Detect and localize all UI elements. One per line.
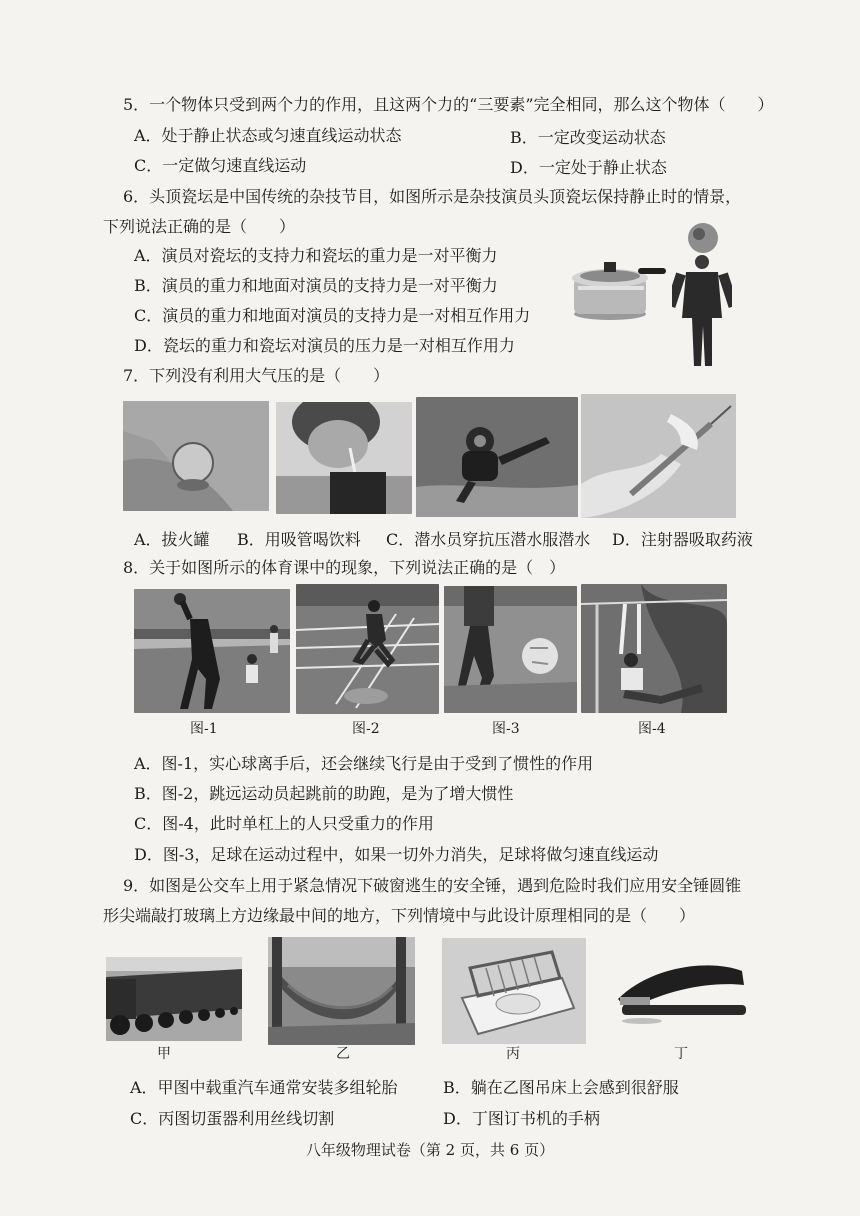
- stapler-image: [612, 955, 747, 1025]
- q9-caption-yi: 乙: [336, 1046, 350, 1062]
- heavy-truck-image: [106, 957, 242, 1041]
- q6-option-a: A．演员对瓷坛的支持力和瓷坛的重力是一对平衡力: [134, 246, 498, 265]
- q6-option-c: C．演员的重力和地面对演员的支持力是一对相互作用力: [134, 306, 531, 325]
- pressure-cooker-image: [568, 254, 668, 326]
- hammock-image: [268, 937, 415, 1045]
- q8-caption-4: 图-4: [638, 721, 666, 737]
- egg-slicer-image: [442, 938, 586, 1044]
- q9-option-c: C．丙图切蛋器利用丝线切割: [130, 1109, 335, 1128]
- q9-caption-ding: 丁: [674, 1046, 688, 1062]
- q9-option-a: A．甲图中载重汽车通常安装多组轮胎: [130, 1078, 398, 1097]
- q8-stem: 8．关于如图所示的体育课中的现象，下列说法正确的是（ ）: [123, 558, 566, 577]
- syringe-image: [581, 394, 736, 518]
- q5-option-d: D．一定处于静止状态: [510, 158, 667, 177]
- q7-stem: 7．下列没有利用大气压的是（ ）: [123, 366, 390, 385]
- soccer-image: [444, 586, 577, 713]
- cupping-image: [123, 401, 269, 511]
- q8-option-d: D．图-3，足球在运动过程中，如果一切外力消失，足球将做匀速直线运动: [134, 845, 659, 864]
- q7-option-d: D．注射器吸取药液: [612, 530, 753, 549]
- q7-option-c: C．潜水员穿抗压潜水服潜水: [386, 530, 591, 549]
- q8-caption-2: 图-2: [352, 721, 380, 737]
- q6-stem-line1: 6．头顶瓷坛是中国传统的杂技节目，如图所示是杂技演员头顶瓷坛保持静止时的情景，: [123, 187, 742, 206]
- q9-option-b: B．躺在乙图吊床上会感到很舒服: [443, 1078, 679, 1097]
- shot-put-image: [134, 589, 290, 713]
- q5-option-b: B．一定改变运动状态: [510, 128, 666, 147]
- q9-caption-bing: 丙: [506, 1046, 520, 1062]
- straw-drinking-image: [276, 402, 412, 514]
- q8-caption-1: 图-1: [190, 721, 218, 737]
- q6-stem-line2: 下列说法正确的是（ ）: [103, 217, 296, 236]
- q9-stem-line2: 形尖端敲打玻璃上方边缘最中间的地方，下列情境中与此设计原理相同的是（ ）: [103, 906, 696, 925]
- q6-option-d: D．瓷坛的重力和瓷坛对演员的压力是一对相互作用力: [134, 336, 515, 355]
- long-jump-image: [296, 584, 439, 714]
- q9-option-d: D．丁图订书机的手柄: [443, 1109, 600, 1128]
- q9-caption-jia: 甲: [157, 1046, 171, 1062]
- q5-option-a: A．处于静止状态或匀速直线运动状态: [134, 126, 402, 145]
- q8-option-b: B．图-2，跳远运动员起跳前的助跑，是为了增大惯性: [134, 784, 514, 803]
- q7-option-a: A．拔火罐: [134, 530, 210, 549]
- q8-option-a: A．图-1，实心球离手后，还会继续飞行是由于受到了惯性的作用: [134, 754, 594, 773]
- q9-stem-line1: 9．如图是公交车上用于紧急情况下破窗逃生的安全锤，遇到危险时我们应用安全锤圆锥: [123, 876, 742, 895]
- q6-option-b: B．演员的重力和地面对演员的支持力是一对平衡力: [134, 276, 498, 295]
- horizontal-bar-image: [581, 584, 727, 713]
- page-footer: 八年级物理试卷（第 2 页，共 6 页）: [305, 1141, 555, 1159]
- q8-option-c: C．图-4，此时单杠上的人只受重力的作用: [134, 814, 434, 833]
- performer-with-jar-image: [672, 218, 732, 368]
- q8-caption-3: 图-3: [492, 721, 520, 737]
- q5-option-c: C．一定做匀速直线运动: [134, 156, 307, 175]
- q5-stem: 5．一个物体只受到两个力的作用，且这两个力的“三要素”完全相同，那么这个物体（ ）: [123, 95, 774, 114]
- q7-option-b: B．用吸管喝饮料: [237, 530, 361, 549]
- diver-image: [416, 397, 578, 517]
